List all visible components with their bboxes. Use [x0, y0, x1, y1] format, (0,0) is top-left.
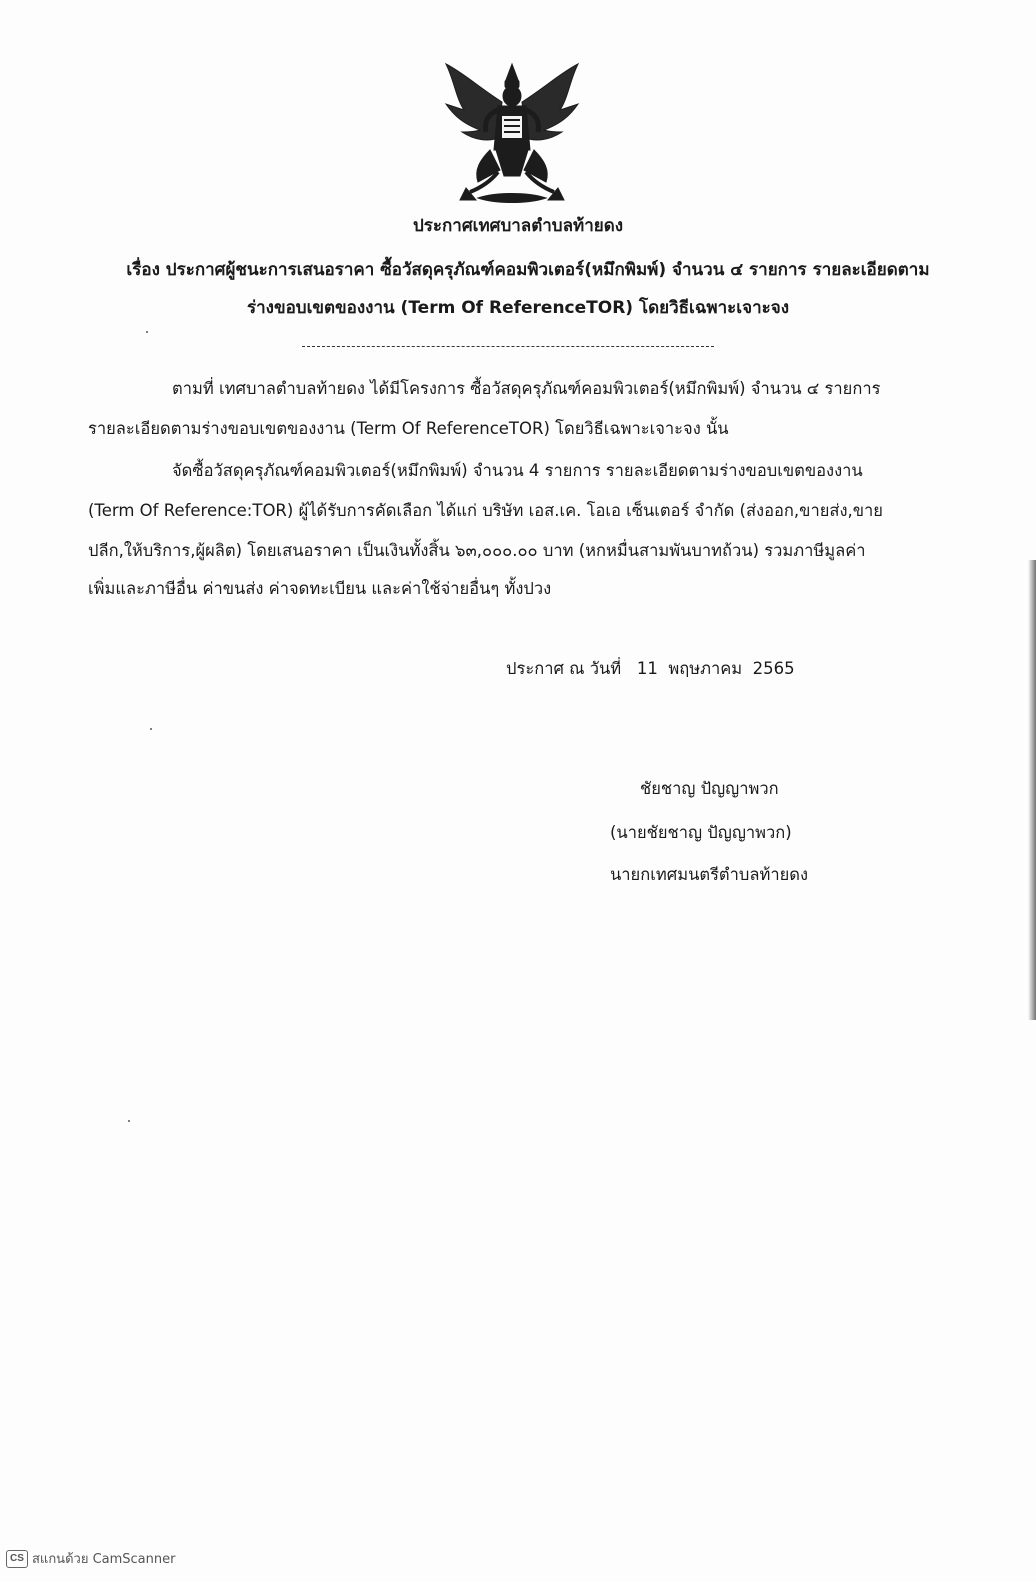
scan-speck: [128, 1120, 130, 1122]
subject-line-2: ร่างขอบเขตของงาน (Term Of ReferenceTOR) โดยวิธีเฉพาะเจาะจง: [246, 298, 790, 318]
scanner-watermark: [6, 1548, 175, 1569]
scan-edge-shadow: [1028, 560, 1036, 1020]
paragraph-1-line-2: รายละเอียดตามร่างขอบเขตของงาน (Term Of ReferenceTOR) โดยวิธีเฉพาะเจาะจง นั้น: [88, 419, 729, 438]
paragraph-1-line-1: ตามที่ เทศบาลตำบลท้ายดง ได้มีโครงการ ซื้อวัสดุครุภัณฑ์คอมพิวเตอร์(หมึกพิมพ์) จำนวน ๔ รายการ: [172, 379, 881, 398]
dashed-divider: [302, 346, 714, 347]
paragraph-2-line-1: จัดซื้อวัสดุครุภัณฑ์คอมพิวเตอร์(หมึกพิมพ์) จำนวน 4 รายการ รายละเอียดตามร่างขอบเขตของงาน: [172, 461, 863, 480]
paragraph-2-line-4: เพิ่มและภาษีอื่น ค่าขนส่ง ค่าจดทะเบียน และค่าใช้จ่ายอื่นๆ ทั้งปวง: [88, 579, 552, 598]
signer-position: นายกเทศมนตรีตำบลท้ายดง: [610, 865, 809, 884]
scan-speck: [150, 728, 152, 730]
subject-line-1: เรื่อง ประกาศผู้ชนะการเสนอราคา ซื้อวัสดุครุภัณฑ์คอมพิวเตอร์(หมึกพิมพ์) จำนวน ๔ รายการ รายละเอียดตาม: [126, 260, 930, 280]
garuda-emblem-icon: [440, 58, 584, 206]
signature: ชัยชาญ ปัญญาพวก: [640, 779, 779, 798]
paragraph-2-line-2: (Term Of Reference:TOR) ผู้ได้รับการคัดเลือก ได้แก่ บริษัท เอส.เค. โอเอ เซ็นเตอร์ จำกัด (ส่งออก,ขายส่ง,ขาย: [88, 501, 883, 520]
scanner-watermark-text: สแกนด้วย CamScanner: [32, 1552, 176, 1567]
scan-speck: [146, 331, 148, 333]
camscanner-logo-icon: CS: [6, 1550, 28, 1568]
signer-full-name: (นายชัยชาญ ปัญญาพวก): [610, 823, 792, 842]
paragraph-2-line-3: ปลีก,ให้บริการ,ผู้ผลิต) โดยเสนอราคา เป็นเงินทั้งสิ้น ๖๓,๐๐๐.๐๐ บาท (หกหมื่นสามพันบาทถ้วน) รวมภาษีมูลค่า: [88, 541, 866, 560]
announcement-title: ประกาศเทศบาลตำบลท้ายดง: [412, 216, 624, 236]
announcement-date: ประกาศ ณ วันที่ 11 พฤษภาคม 2565: [506, 659, 795, 678]
